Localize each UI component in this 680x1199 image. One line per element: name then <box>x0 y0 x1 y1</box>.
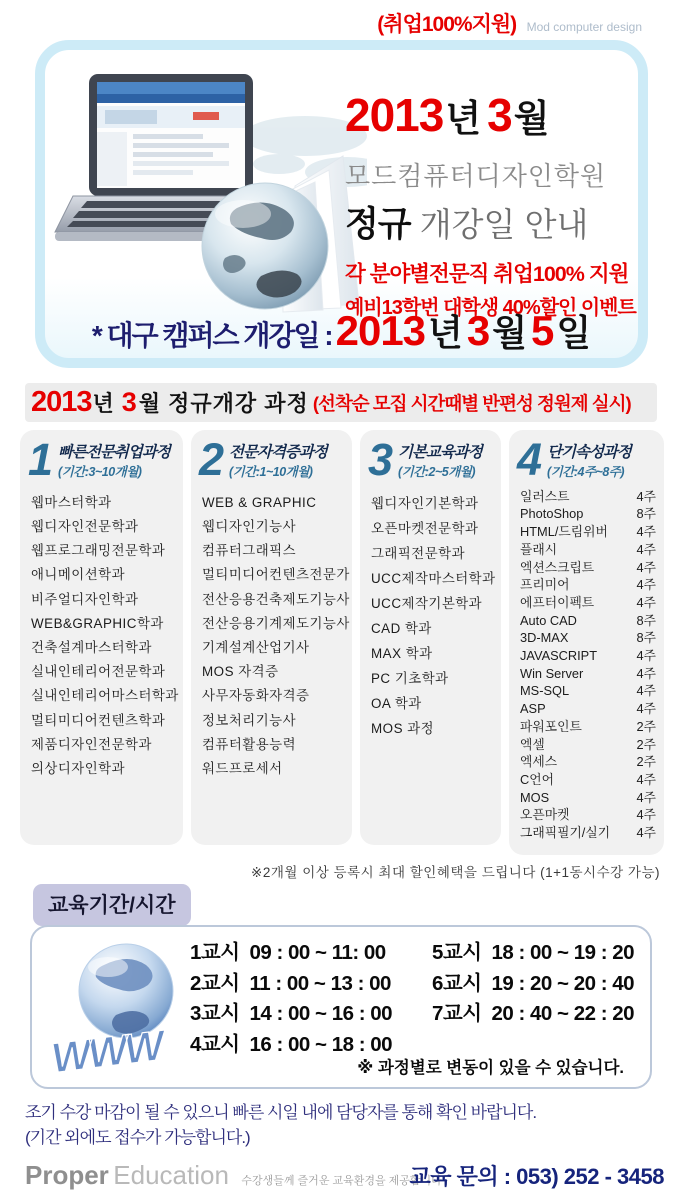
course-name: 엑션스크립트 <box>520 559 595 575</box>
course-duration: 8주 <box>636 506 656 522</box>
discount-note: ※2개월 이상 등록시 최대 할인혜택을 드립니다 (1+1동시수강 가능) <box>251 865 660 880</box>
column-short-intensive <box>509 430 664 855</box>
column-title: 기본교육과정 <box>398 444 482 461</box>
class-time-row <box>190 999 432 1030</box>
class-time: 16 : 00 ~ 18 : 00 <box>249 1032 393 1056</box>
course-list <box>199 491 350 781</box>
course-name: HTML/드림위버 <box>520 524 608 540</box>
course-duration: 4주 <box>636 665 656 681</box>
course-list <box>28 491 177 781</box>
course-name: MOS <box>520 789 550 805</box>
course-item <box>520 594 658 612</box>
course-item <box>520 700 658 718</box>
course-name: Auto CAD <box>520 612 577 628</box>
class-period: 4교시 <box>190 1032 240 1056</box>
class-period: 1교시 <box>190 941 240 964</box>
course-name: Win Server <box>520 665 584 681</box>
course-item <box>520 771 658 789</box>
class-time: 09 : 00 ~ 11: 00 <box>249 941 386 964</box>
course-item: 실내인테리어마스터학과 <box>31 688 179 704</box>
course-duration: 4주 <box>636 789 656 805</box>
course-item <box>520 736 658 754</box>
logo-tagline: 수강생들께 즐거운 교육환경을 제공합니다 <box>241 1175 442 1187</box>
course-name: 일러스트 <box>520 488 570 504</box>
course-item <box>520 576 658 594</box>
schedule-note: ※ 과정별로 변동이 있을 수 있습니다. <box>357 1059 624 1077</box>
course-name: 엑세스 <box>520 754 558 770</box>
class-time-row <box>432 969 634 1000</box>
schedule-box <box>30 925 652 1089</box>
course-item: 실내인테리어전문학과 <box>31 664 166 680</box>
banner-date: 2013년 3월 <box>345 89 550 141</box>
course-item <box>520 629 658 647</box>
course-item: 정보처리기능사 <box>202 712 297 728</box>
banner-text <box>345 88 637 320</box>
course-item: 제품디자인전문학과 <box>31 736 152 752</box>
course-item: 웹마스터학과 <box>31 494 112 510</box>
academy-name: 모드컴퓨터디자인학원 <box>345 161 607 191</box>
proper-education-logo <box>25 1160 442 1191</box>
footer-notice <box>25 1100 536 1150</box>
course-item: 컴퓨터그래픽스 <box>202 543 297 559</box>
class-time-row <box>432 938 634 969</box>
course-duration: 4주 <box>636 594 656 610</box>
column-header <box>368 434 495 485</box>
course-item: 워드프로세서 <box>202 760 283 776</box>
course-item: WEB & GRAPHIC <box>202 494 317 510</box>
course-item <box>520 789 658 807</box>
brand-text: Mod computer design <box>526 20 642 34</box>
logo-light: Education <box>113 1160 229 1190</box>
employment-badge: (취업100%지원) <box>377 13 517 36</box>
notice-line-1: 조기 수강 마감이 될 수 있으니 빠른 시일 내에 담당자를 통해 확인 바랍니다. <box>25 1103 537 1122</box>
course-duration: 4주 <box>636 701 656 717</box>
www-globe-illustration <box>46 933 196 1085</box>
column-title: 전문자격증과정 <box>229 444 327 461</box>
contact-phone: 교육 문의 : 053) 252 - 3458 <box>409 1164 664 1189</box>
course-name: ASP <box>520 701 546 717</box>
course-item: 전산응용기계제도기능사 <box>202 615 350 631</box>
globe <box>202 183 328 309</box>
course-name: 엑셀 <box>520 736 545 752</box>
course-duration: 4주 <box>636 825 656 841</box>
course-item <box>520 488 658 506</box>
campus-open-date: * 대구 캠퍼스 개강일 :2013년3월5일 <box>91 307 592 354</box>
course-name: PhotoShop <box>520 506 584 522</box>
logo-bold: Proper <box>25 1160 109 1190</box>
course-name: 오픈마켓 <box>520 807 570 823</box>
column-number: 3 <box>368 434 394 485</box>
course-duration: 4주 <box>636 541 656 557</box>
class-time: 14 : 00 ~ 16 : 00 <box>249 1002 393 1025</box>
column-period: (기간:1~10개월) <box>229 465 313 480</box>
column-period: (기간:2~5개월) <box>398 465 476 480</box>
course-item: OA 학과 <box>371 695 422 711</box>
course-name: 플래시 <box>520 541 558 557</box>
course-duration: 8주 <box>636 630 656 646</box>
course-item <box>520 824 658 842</box>
course-item: 애니메이션학과 <box>31 567 126 583</box>
class-time: 11 : 00 ~ 13 : 00 <box>249 971 391 995</box>
course-item: 웹디자인기능사 <box>202 518 297 534</box>
course-item <box>520 682 658 700</box>
course-item: UCC제작기본학과 <box>371 595 483 611</box>
top-note <box>377 8 642 38</box>
course-duration: 4주 <box>636 772 656 787</box>
course-item: 오픈마켓전문학과 <box>371 520 479 536</box>
class-period: 7교시 <box>432 1002 482 1025</box>
column-fast-employment <box>20 430 183 845</box>
course-duration: 4주 <box>636 488 656 504</box>
course-list <box>368 491 495 741</box>
column-title: 단기속성과정 <box>547 444 631 461</box>
course-columns <box>20 430 664 855</box>
column-header <box>199 434 346 485</box>
class-time-row <box>190 969 432 1000</box>
course-duration: 4주 <box>636 807 656 823</box>
course-item: MAX 학과 <box>371 645 433 661</box>
program-title: 정규 개강일 안내 <box>345 205 589 244</box>
banner-month: 3 <box>487 89 512 141</box>
class-period: 6교시 <box>432 971 482 995</box>
course-duration: 4주 <box>636 524 656 540</box>
course-item <box>520 753 658 771</box>
course-item: 사무자동화자격증 <box>202 688 310 704</box>
course-item <box>520 559 658 577</box>
column-number: 1 <box>28 434 54 485</box>
course-duration: 4주 <box>636 559 656 575</box>
course-item: CAD 학과 <box>371 620 432 636</box>
column-period: (기간:3~10개월) <box>58 465 142 480</box>
class-time-row <box>190 938 432 969</box>
course-item <box>520 612 658 630</box>
course-item: 전산응용건축제도기능사 <box>202 591 350 607</box>
course-item: 웹디자인전문학과 <box>31 518 139 534</box>
course-duration: 2주 <box>636 718 656 734</box>
course-name: MS-SQL <box>520 683 570 699</box>
course-duration: 4주 <box>636 648 656 664</box>
course-duration: 8주 <box>636 612 656 628</box>
course-item: 컴퓨터활용능력 <box>202 736 297 752</box>
column-basic-education <box>360 430 501 845</box>
class-time: 19 : 20 ~ 20 : 40 <box>491 971 635 995</box>
support-line: 각 분야별전문직 취업100% 지원 <box>345 262 629 286</box>
course-item: 웹프로그래밍전문학과 <box>31 543 166 559</box>
section-note: (선착순 모집 시간때별 반편성 정원제 실시) <box>312 392 631 414</box>
course-name: 파워포인트 <box>520 718 582 734</box>
course-name: 에프터이펙트 <box>520 594 595 610</box>
course-item: 비주얼디자인학과 <box>31 591 139 607</box>
class-period: 5교시 <box>432 941 482 964</box>
course-item: 기계설계산업기사 <box>202 639 310 655</box>
course-item: UCC제작마스터학과 <box>371 570 496 586</box>
section-title-bar: 2013 년 3 월 정규개강 과정 (선착순 모집 시간때별 반편성 정원제 실시) <box>25 383 657 422</box>
course-item: 멀티미디어컨텐츠학과 <box>31 712 166 728</box>
course-name: JAVASCRIPT <box>520 648 598 664</box>
course-item: PC 기초학과 <box>371 670 449 686</box>
course-duration: 4주 <box>636 683 656 699</box>
course-list <box>517 488 658 842</box>
course-item: 그래픽전문학과 <box>371 545 466 561</box>
column-number: 2 <box>199 434 225 485</box>
course-duration: 4주 <box>636 577 656 593</box>
banner-year: 2013 <box>345 89 444 141</box>
course-item <box>520 665 658 683</box>
class-period: 2교시 <box>190 971 240 995</box>
course-item <box>520 806 658 824</box>
column-title: 빠른전문취업과정 <box>58 444 170 461</box>
class-time: 20 : 40 ~ 22 : 20 <box>491 1002 635 1025</box>
course-name: C언어 <box>520 772 554 787</box>
course-duration: 2주 <box>636 736 656 752</box>
column-certificates <box>191 430 352 845</box>
class-times-left <box>190 938 432 1060</box>
course-item <box>520 505 658 523</box>
course-item <box>520 718 658 736</box>
column-header <box>28 434 177 485</box>
course-item <box>520 541 658 559</box>
event-line: 예비13학번 대학생 40%할인 이벤트 <box>345 297 636 319</box>
laptop-globe-illustration <box>47 68 367 318</box>
course-item: WEB&GRAPHIC학과 <box>31 615 164 631</box>
course-name: 그래픽필기/실기 <box>520 825 611 841</box>
course-item: MOS 자격증 <box>202 664 279 680</box>
column-period: (기간:4주~8주) <box>547 465 625 480</box>
column-number: 4 <box>517 434 543 485</box>
course-name: 3D-MAX <box>520 630 569 646</box>
class-time: 18 : 00 ~ 19 : 20 <box>491 941 635 964</box>
course-item <box>520 647 658 665</box>
course-name: 프리미어 <box>520 577 570 593</box>
class-period: 3교시 <box>190 1002 240 1025</box>
notice-line-2: (기간 외에도 접수가 가능합니다.) <box>25 1128 250 1147</box>
course-item: 의상디자인학과 <box>31 760 126 776</box>
course-duration: 2주 <box>636 754 656 770</box>
www-text: WWW <box>48 1021 164 1082</box>
schedule-section-label: 교육기간/시간 <box>33 884 191 926</box>
course-item: MOS 과정 <box>371 720 435 736</box>
banner <box>35 40 648 368</box>
course-item: 웹디자인기본학과 <box>371 495 479 511</box>
class-time-row <box>432 999 634 1030</box>
course-item: 멀티미디어컨텐츠전문가 <box>202 567 350 583</box>
class-times <box>190 938 634 1060</box>
class-times-right <box>432 938 634 1060</box>
course-item <box>520 523 658 541</box>
column-header <box>517 434 658 485</box>
course-item: 건축설계마스터학과 <box>31 639 152 655</box>
